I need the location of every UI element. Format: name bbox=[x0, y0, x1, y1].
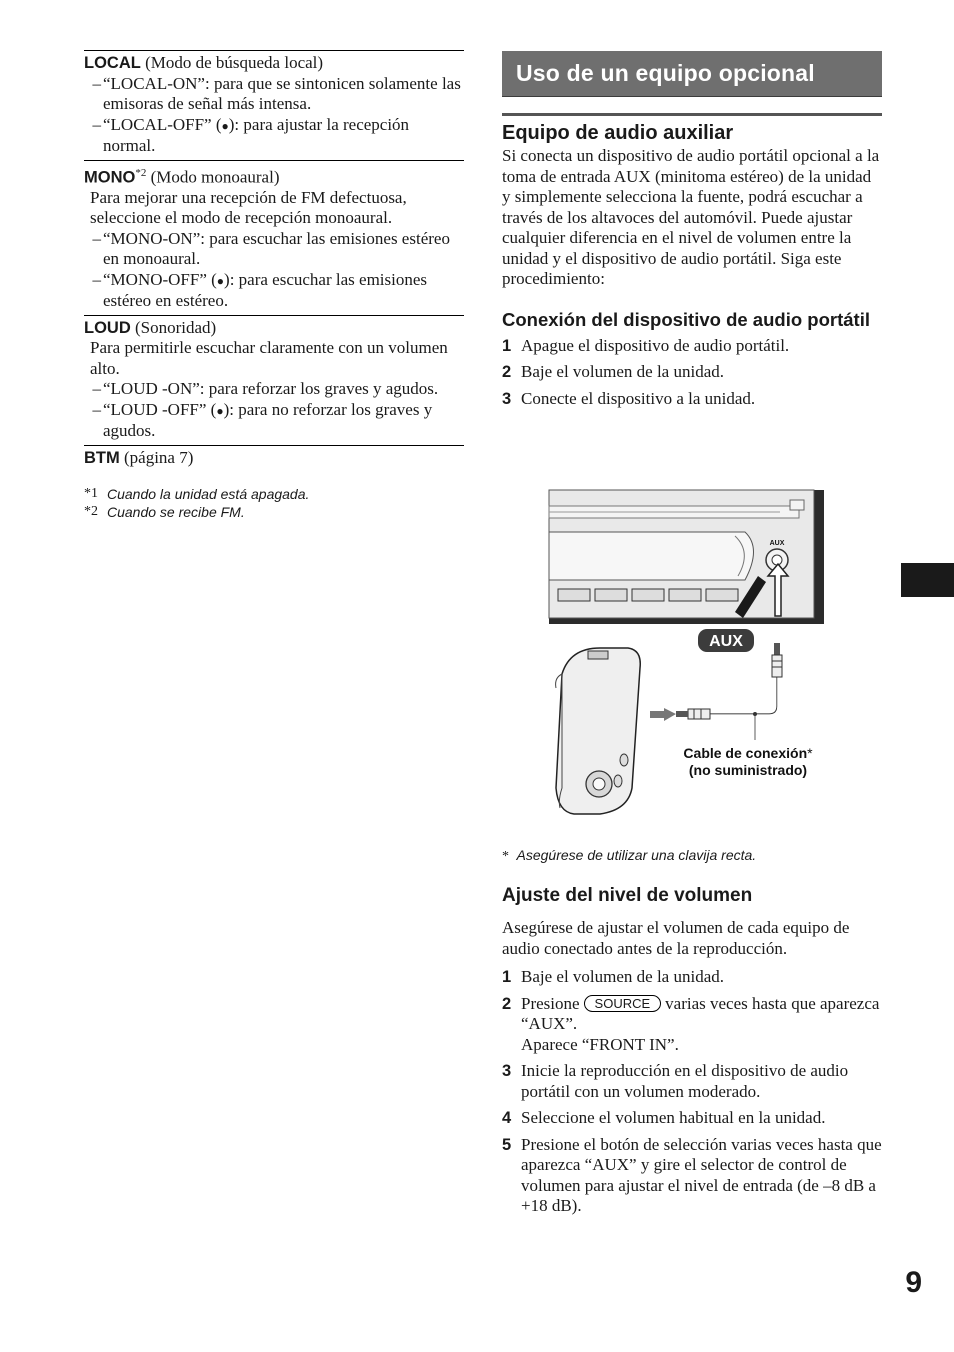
entry-btm bbox=[84, 445, 464, 472]
connection-diagram bbox=[540, 488, 840, 825]
footnote-ref: *2 bbox=[135, 166, 147, 179]
aux-jack-label: AUX bbox=[769, 540, 785, 547]
section-rule bbox=[502, 113, 882, 116]
cable-label bbox=[683, 745, 813, 761]
dash: – bbox=[92, 228, 101, 248]
entry-description: Para mejorar una recepción de FM defectuosa, seleccione el modo de recepción monoaural. bbox=[90, 187, 407, 228]
term-local: LOCAL bbox=[84, 54, 141, 72]
source-button-icon: SOURCE bbox=[584, 995, 662, 1012]
step-text bbox=[521, 994, 882, 1056]
car-stereo-unit bbox=[549, 490, 824, 624]
step-number: 3 bbox=[502, 389, 512, 408]
option-text-post: ): para no reforzar los graves y agudos. bbox=[103, 399, 433, 441]
footnote-mark: *2 bbox=[84, 504, 98, 520]
cable-label-star: * bbox=[807, 745, 813, 761]
footnote-mark: * bbox=[502, 849, 509, 864]
footnote-text: Cuando la unidad está apagada. bbox=[107, 486, 310, 503]
heading-volume: Ajuste del nivel de volumen bbox=[502, 885, 753, 906]
section-banner: Uso de un equipo opcional bbox=[502, 51, 882, 97]
option-text-post: ): para ajustar la recepción normal. bbox=[103, 114, 410, 155]
option-text-post: ): para escuchar las emisiones estéreo en estéreo. bbox=[103, 269, 428, 311]
step-text: Conecte el dispositivo a la unidad. bbox=[521, 388, 756, 408]
step-number: 5 bbox=[502, 1135, 512, 1154]
step-text: Seleccione el volumen habitual en la unidad. bbox=[521, 1108, 826, 1127]
step-item bbox=[502, 362, 882, 383]
dash: – bbox=[92, 114, 101, 134]
entry-mono bbox=[84, 160, 464, 315]
dash: – bbox=[92, 269, 101, 289]
option-text bbox=[103, 115, 464, 157]
term-local-paren: (Modo de búsqueda local) bbox=[145, 53, 324, 72]
page-number: 9 bbox=[905, 1266, 922, 1299]
portable-audio-device bbox=[556, 648, 641, 814]
cable-sublabel: (no suministrado) bbox=[688, 762, 808, 778]
section-tab bbox=[901, 563, 954, 597]
footnotes bbox=[84, 485, 464, 521]
step-text-line2: Aparece “FRONT IN”. bbox=[521, 1034, 679, 1054]
heading-connection: Conexión del dispositivo de audio portátil bbox=[502, 308, 870, 330]
horizontal-plug bbox=[676, 709, 710, 719]
heading-aux-equipment: Equipo de audio auxiliar bbox=[502, 122, 734, 144]
term-btm: BTM bbox=[84, 448, 120, 467]
step-item bbox=[502, 1135, 882, 1217]
step-text: Baje el volumen de la unidad. bbox=[521, 362, 724, 381]
dash: – bbox=[92, 379, 101, 399]
step-item bbox=[502, 336, 882, 357]
term-btm-paren: (página 7) bbox=[124, 447, 194, 467]
connection-steps bbox=[502, 336, 882, 410]
aux-badge-label: AUX bbox=[709, 633, 743, 650]
paragraph-aux: Si conecta un dispositivo de audio portátil opcional a la toma de entrada AUX (minitoma estéreo) de la unidad y simplemente selecciona la fuente, podrá escuchar a través de los altavoces del automóvil. Puede ajustar cualquier diferencia en el nivel de volumen entre la unidad y el dispositivo de audio portátil. Siga este procedimiento: bbox=[502, 146, 880, 288]
step-item bbox=[502, 1108, 882, 1129]
option-text: “LOUD -ON”: para reforzar los graves y agudos. bbox=[103, 379, 439, 399]
step-number: 3 bbox=[502, 1062, 512, 1080]
option-local-on bbox=[84, 74, 464, 115]
entry-description: Para permitirle escuchar claramente con un volumen alto. bbox=[90, 338, 448, 378]
footnote-1 bbox=[84, 485, 464, 503]
step-text: Apague el dispositivo de audio portátil. bbox=[521, 335, 790, 355]
step-item bbox=[502, 389, 882, 410]
footnote-mark: *1 bbox=[84, 486, 98, 502]
option-mono-off bbox=[84, 270, 464, 312]
step-number: 1 bbox=[502, 968, 512, 986]
option-text-pre: “LOUD -OFF” ( bbox=[103, 399, 217, 419]
option-loud-off bbox=[84, 400, 464, 442]
entry-loud bbox=[84, 315, 464, 445]
step-text-pre: Presione bbox=[521, 993, 580, 1013]
option-text bbox=[103, 400, 464, 442]
volume-section bbox=[502, 885, 882, 1223]
term-loud: LOUD bbox=[84, 318, 131, 337]
option-text-pre: “MONO-OFF” ( bbox=[103, 269, 217, 289]
option-mono-on bbox=[84, 229, 464, 270]
footnote-text: Asegúrese de utilizar una clavija recta. bbox=[516, 847, 757, 863]
cable-label-text: Cable de conexión bbox=[683, 745, 808, 761]
step-item bbox=[502, 994, 882, 1056]
option-local-off bbox=[84, 115, 464, 157]
entry-local bbox=[84, 50, 464, 160]
step-number: 2 bbox=[502, 994, 512, 1013]
step-number: 1 bbox=[502, 336, 512, 355]
step-number: 4 bbox=[502, 1109, 512, 1127]
paragraph-volume: Asegúrese de ajustar el volumen de cada equipo de audio conectado antes de la reproducción. bbox=[502, 918, 850, 958]
left-arrow-icon bbox=[650, 708, 676, 721]
step-text: Presione el botón de selección varias veces hasta que aparezca “AUX” y gire el selector de control de volumen para ajustar el nivel de entrada (de –8 dB a +18 dB). bbox=[521, 1134, 882, 1215]
cable bbox=[690, 677, 777, 714]
dash: – bbox=[92, 399, 101, 419]
option-loud-on bbox=[84, 379, 464, 400]
default-dot-icon: ● bbox=[216, 403, 224, 418]
default-dot-icon: ● bbox=[221, 118, 229, 133]
term-mono: MONO bbox=[84, 168, 136, 187]
default-dot-icon: ● bbox=[216, 273, 225, 288]
option-text: “LOCAL-ON”: para que se sintonicen solamente las emisoras de señal más intensa. bbox=[103, 73, 461, 113]
step-text: Baje el volumen de la unidad. bbox=[521, 967, 724, 986]
dash: – bbox=[92, 73, 101, 93]
step-number: 2 bbox=[502, 363, 512, 381]
step-text: Inicie la reproducción en el dispositivo de audio portátil con un volumen moderado. bbox=[521, 1061, 849, 1101]
diagram-svg bbox=[540, 488, 840, 820]
option-text: “MONO-ON”: para escuchar las emisiones estéreo en monoaural. bbox=[103, 228, 450, 269]
step-item bbox=[502, 1061, 882, 1102]
footnote-text: Cuando se recibe FM. bbox=[107, 504, 245, 521]
term-loud-paren: (Sonoridad) bbox=[135, 317, 217, 337]
option-text bbox=[103, 270, 464, 312]
step-text-post: varias veces hasta que aparezca “AUX”. bbox=[521, 993, 880, 1033]
step-item bbox=[502, 967, 882, 988]
vertical-plug bbox=[772, 643, 782, 677]
footnote-2 bbox=[84, 503, 464, 521]
volume-steps bbox=[502, 967, 882, 1217]
term-mono-paren: (Modo monoaural) bbox=[150, 167, 280, 187]
diagram-footnote bbox=[502, 846, 756, 868]
settings-list bbox=[84, 50, 464, 521]
option-text-pre: “LOCAL-OFF” ( bbox=[103, 114, 222, 134]
